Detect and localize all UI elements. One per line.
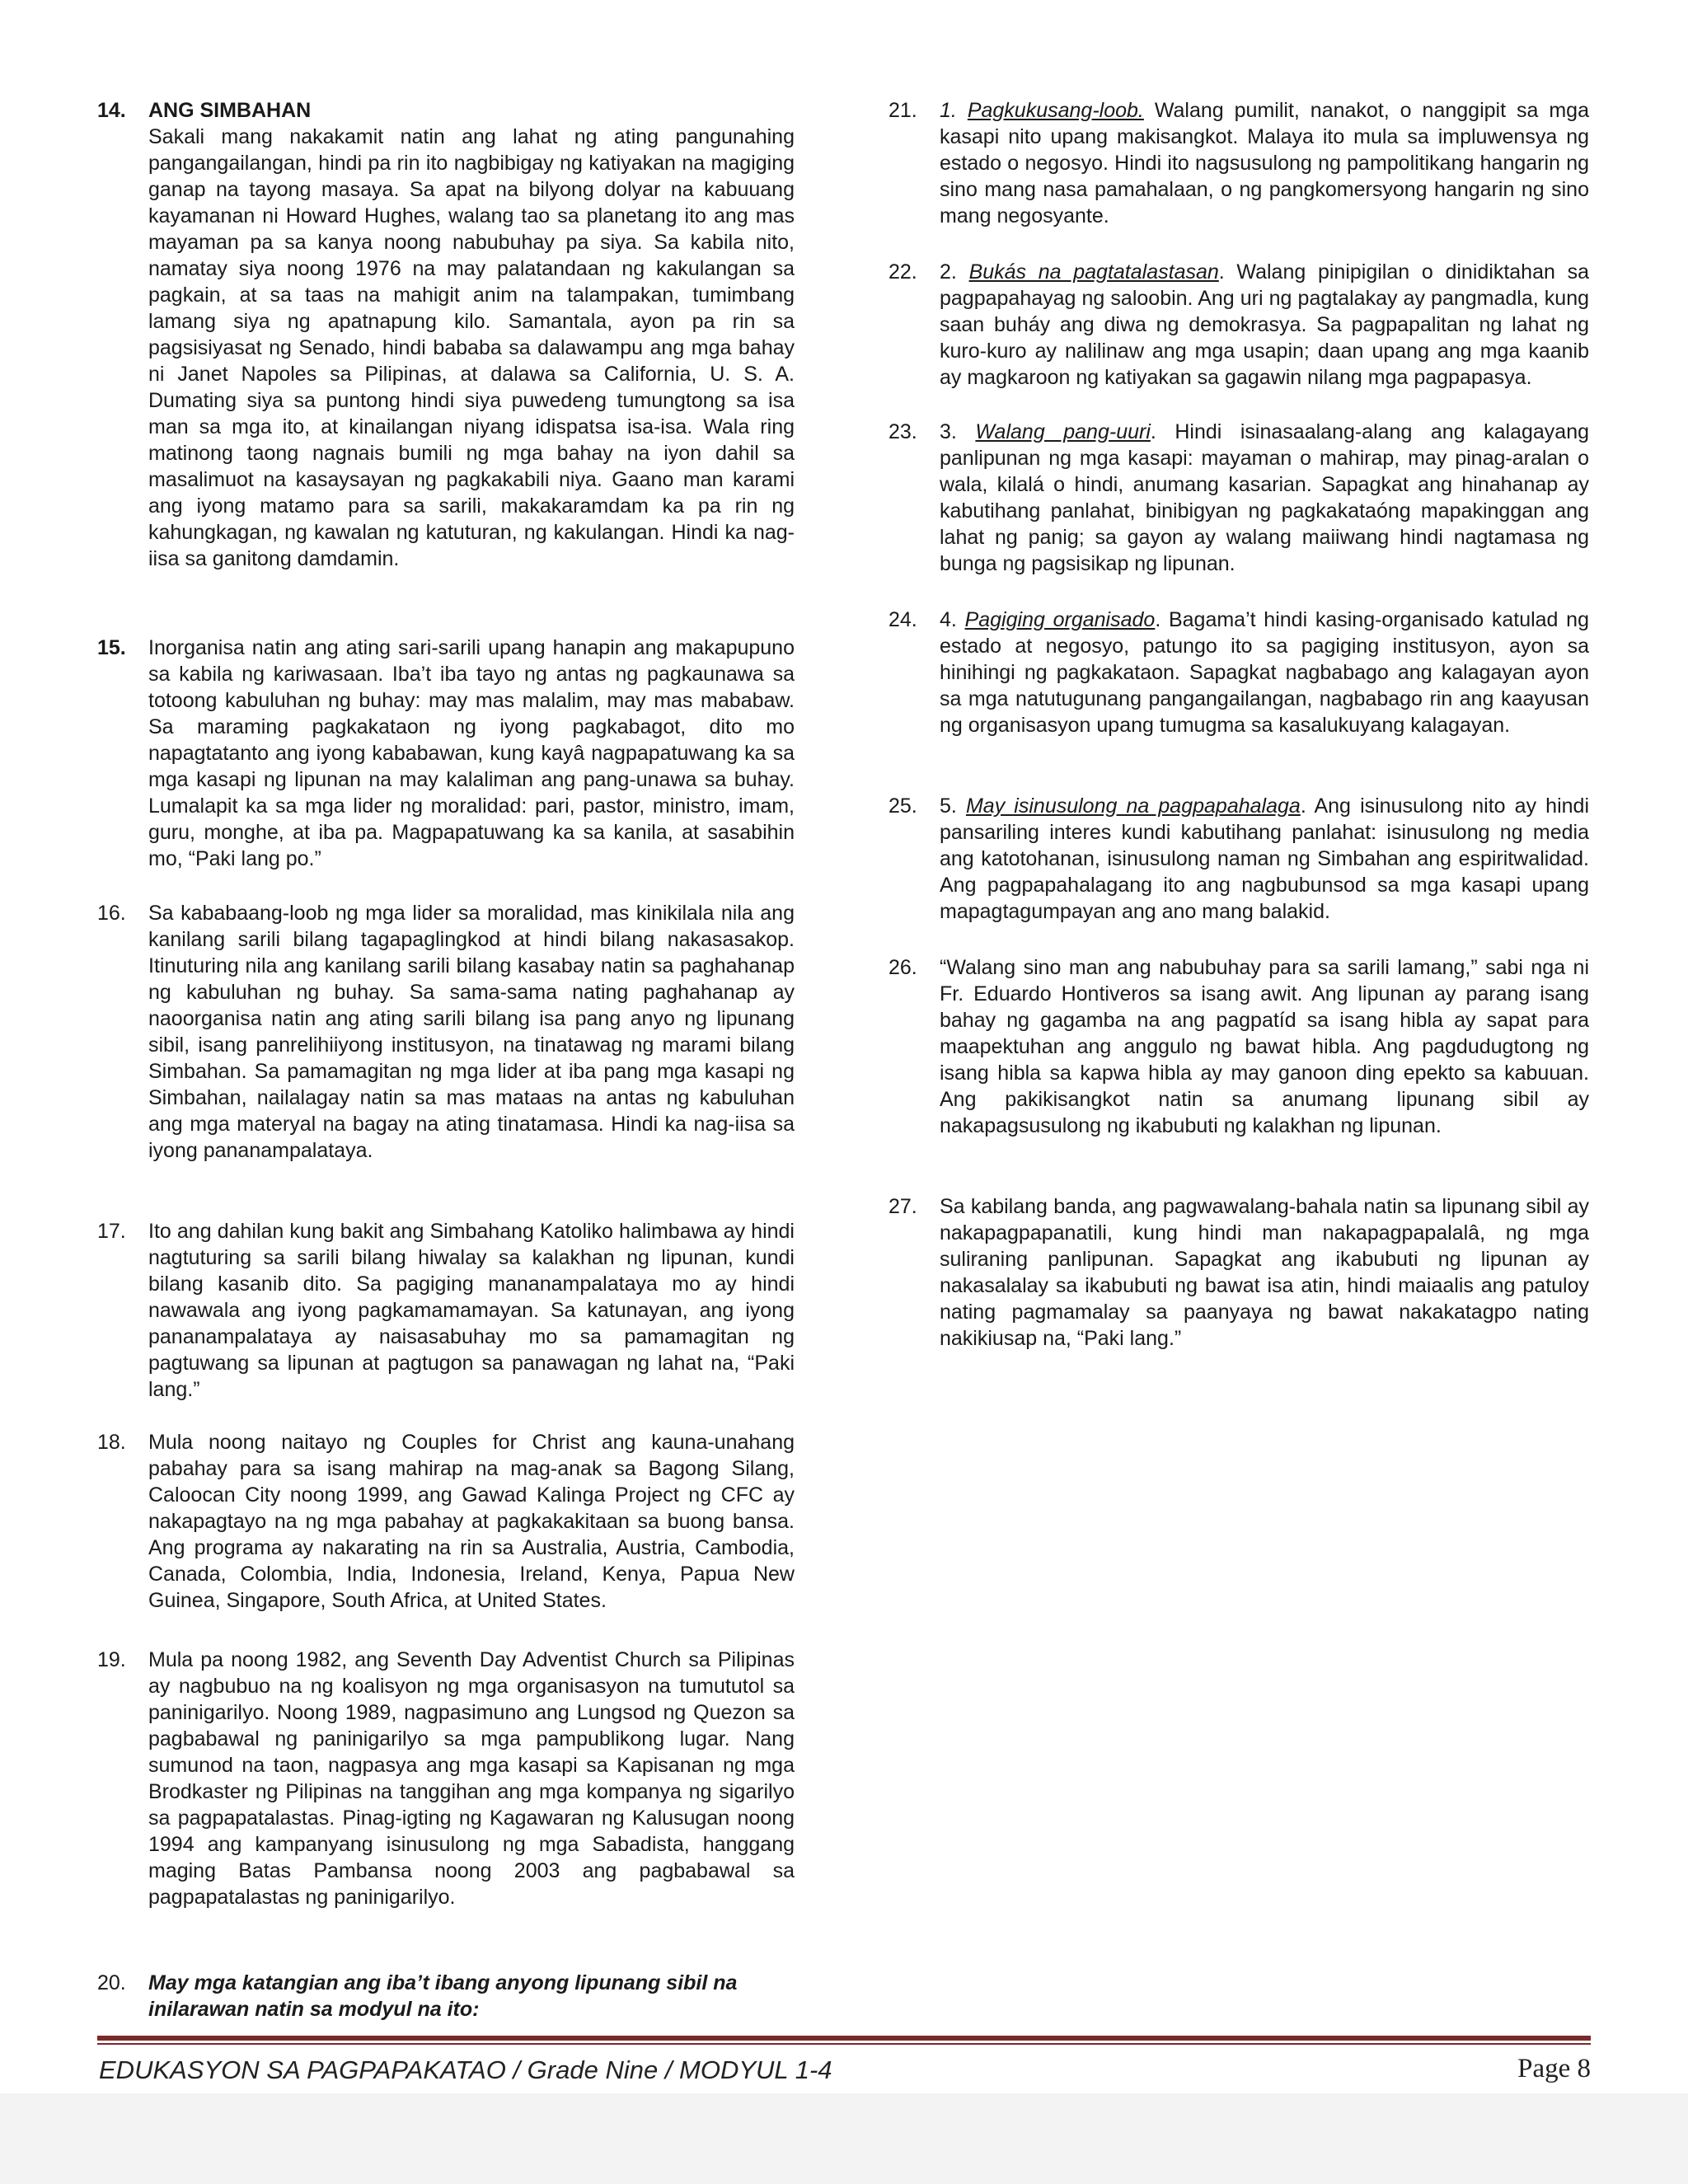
item-text: Ito ang dahilan kung bakit ang Simbahang Katoliko halimbawa ay hindi nagtuturing sa sarili bilang hiwalay sa kalakhan ng lipunan, kundi bilang kasanib dito. Sa pagiging mananampalataya mo ay hindi nawawala ang iyong pagkamamamayan. Sa katunayan, ang iyong pananampalataya ay naisasabuhay mo sa pamamagitan ng pagtuwang sa lipunan at pagtugon sa panawagan ng lahat na, “Paki lang.” — [148, 1220, 795, 1401]
item-text: May mga katangian ang iba’t ibang anyong lipunang sibil na inilarawan natin sa modyul na ito: — [148, 1971, 738, 2021]
footer-rule-thick — [97, 2036, 1591, 2041]
item-text: . Hindi isinasaalang-alang ang kalagayang panlipunan ng mga kasapi: mayaman o mahirap, may pinag-aralan o wala, kilalá o hindi, anumang kasarian. Sapagkat ang hinahanap ay kabutihang panlahat, binibigyan ng pagkakataóng mapakinggan ang lahat ng panig; sa gayon ay walang maiiwang hindi nagtamasa ng bunga ng pagsisikap ng lipunan. — [940, 420, 1590, 575]
item-number: 18. — [97, 1431, 126, 1454]
list-item-18 — [97, 1429, 795, 1614]
sub-number: 1. — [940, 99, 957, 122]
section-heading: ANG SIMBAHAN — [148, 99, 312, 122]
item-text: Mula noong naitayo ng Couples for Christ ang kauna-unahang pabahay para sa isang mahirap na mag-anak sa Bagong Silang, Caloocan City noong 1999, ang Gawad Kalinga Project ng CFC ay nakapagtayo na ng mga pabahay at pagkakakitaan sa buong bansa. Ang programa ay nakarating na rin sa Australia, Austria, Cambodia, Canada, Colombia, India, Indonesia, Ireland, Kenya, Papua New Guinea, Singapore, South Africa, at United States. — [148, 1431, 795, 1612]
item-number: 15. — [97, 636, 126, 659]
item-text: Mula pa noong 1982, ang Seventh Day Adventist Church sa Pilipinas ay nagbubuo na ng koalisyon ng mga organisasyon na tumututol sa paninigarilyo. Noong 1989, nagpasimuno ang Lungsod ng Quezon sa pagbabawal ng paninigarilyo sa mga pampublikong lugar. Nang sumunod na taon, nagpasya ang mga kasapi sa Kapisanan ng mga Brodkaster ng Pilipinas na tanggihan ang mga kompanya ng sigarilyo sa pagpapatalastas. Pinag-igting ng Kagawaran ng Kalusugan noong 1994 ang kampanyang isinusulong ng mga Sabadista, hanggang maging Batas Pambansa noong 2003 ang pagbabawal sa pagpapatalastas ng paninigarilyo. — [148, 1648, 795, 1909]
sub-number: 2. — [940, 260, 957, 284]
item-number: 26. — [889, 956, 917, 979]
list-item-17 — [97, 1218, 795, 1403]
list-item-16 — [97, 900, 795, 1164]
item-number: 14. — [97, 99, 126, 122]
list-item-23 — [889, 419, 1589, 577]
item-number: 24. — [889, 608, 917, 631]
term: Pagiging organisado — [964, 608, 1156, 631]
item-number: 17. — [97, 1220, 126, 1243]
list-item-25 — [889, 793, 1589, 925]
item-text: . Walang pinipigilan o dinidiktahan sa pagpapahayag ng saloobin. Ang uri ng pagtalakay ay pangmadla, kung saan buháy ang diwa ng demokrasya. Sa pagpapalitan ng lahat ng kuro-kuro ay nalilinaw ang mga usapin; daan upang ang mga kaanib ay magkaroon ng katiyakan sa gagawin nilang mga pagpapasya. — [940, 260, 1589, 389]
item-body — [940, 419, 1589, 577]
list-item-22 — [889, 259, 1589, 391]
item-text: Inorganisa natin ang ating sari-sarili upang hanapin ang makapupuno sa kabila ng kariwasaan. Iba’t iba tayo ng antas ng pagkaunawa sa totoong kabuluhan ng buhay: may mas malalim, may mas mababaw. Sa maraming pagkakataon ng iyong pagkabagot, dito mo napagtatanto ang iyong kababawan, kung kayâ nagpapatuwang ka sa mga kasapi ng lipunan na may kalaliman ang pang-unawa sa buhay. Lumalapit ka sa mga lider ng moralidad: pari, pastor, ministro, imam, guru, monghe, at iba pa. Magpapatuwang ka sa kanila, at sasabihin mo, “Paki lang po.” — [148, 636, 795, 870]
item-body — [148, 97, 795, 572]
item-number: 22. — [889, 260, 917, 284]
item-text: Sa kabilang banda, ang pagwawalang-bahala natin sa lipunang sibil ay nakapagpapanatili, kung hindi man nakapagpapalalâ, ng mga suliraning panlipunan. Sapagkat ang ikabubuti ng lipunan ay nakasalalay sa ikabubuti ng bawat isa atin, hindi maiaalis ang patuloy nating pagmamalay sa paanyaya ng bawat nakakatagpo nating nakikiusap na, “Paki lang.” — [940, 1195, 1589, 1350]
item-text: Walang pumilit, nanakot, o nanggipit sa mga kasapi nito upang makisangkot. Malaya ito mula sa impluwensya ng estado o negosyo. Hindi ito nagsusulong ng pampolitikang hangarin ng sino mang nasa pamahalaan, o ng pangkomersyong hangarin ng sino mang negosyante. — [940, 99, 1589, 227]
item-number: 20. — [97, 1971, 126, 1994]
term: Pagkukusang-loob. — [967, 99, 1144, 122]
item-text: . Bagama’t hindi kasing-organisado katulad ng estado at negosyo, patungo ito sa pagiging institusyon, ayon sa hinihingi ng pagkakataon. Sapagkat nagbabago ang kalagayan ayon sa mga natutugunang pangangailangan, nagbabago rin ang kaayusan ng organisasyon upang tumugma sa kasalukuyang kalagayan. — [940, 608, 1589, 737]
item-number: 19. — [97, 1648, 126, 1671]
item-number: 27. — [889, 1195, 917, 1218]
item-text: Sakali mang nakakamit natin ang lahat ng ating pangunahing pangangailangan, hindi pa rin ito nagbibigay ng katiyakan na magiging ganap na tayong masaya. Sa apat na bilyong dolyar na kabuuang kayamanan ni Howard Hughes, walang tao sa planetang ito ang mas mayaman pa sa kanya noong nabubuhay pa siya. Sa kabila nito, namatay siya noong 1976 na may palatandaan ng kakulangan sa pagkain, at sa taas na mahigit anim na talampakan, tumimbang lamang siya ng apatnapung kilo. Samantala, ayon pa rin sa pagsisiyasat ng Senado, hindi bababa sa dalawampu ang mga bahay ni Janet Napoles sa Pilipinas, at dalawa sa California, U. S. A. Dumating siya sa puntong hindi siya puwedeng tumungtong sa isa man sa mga ito, at kinailangan niyang idispatsa isa-isa. Wala ring matinong taong nagnais bumili ng mga bahay na iyon dahil sa masalimuot na kasaysayan ng pagkakabili niya. Gaano man karami ang iyong matamo para sa sarili, makakaramdam ka pa rin ng kahungkagan, ng kawalan ng katuturan, ng kakulangan. Hindi ka nag-iisa sa ganitong damdamin. — [148, 125, 795, 570]
term: May isinusulong na pagpapahalaga — [965, 794, 1301, 818]
list-item-14 — [97, 97, 795, 572]
list-item-20 — [97, 1970, 795, 2022]
sub-number: 5. — [940, 794, 957, 818]
list-item-24 — [889, 607, 1589, 738]
bottom-margin — [0, 2093, 1688, 2184]
item-body — [940, 793, 1589, 925]
item-body — [940, 97, 1589, 229]
list-item-19 — [97, 1647, 795, 1910]
footer-rule-thin — [97, 2043, 1591, 2045]
item-body — [940, 259, 1589, 391]
term: Bukás na pagtatalastasan — [968, 260, 1219, 284]
list-item-21 — [889, 97, 1589, 229]
item-number: 23. — [889, 420, 917, 443]
item-number: 16. — [97, 902, 126, 925]
list-item-15 — [97, 635, 795, 872]
item-number: 25. — [889, 794, 917, 818]
item-body — [940, 607, 1589, 738]
sub-number: 3. — [940, 420, 957, 443]
footer-page-number: Page 8 — [1517, 2054, 1591, 2083]
item-text: Sa kababaang-loob ng mga lider sa moralidad, mas kinikilala nila ang kanilang sarili bilang tagapaglingkod at hindi bilang nakasasakop. Itinuturing nila ang kanilang sarili bilang kasabay natin sa paghahanap ng kabuluhan ng buhay. Sa sama-sama nating paghahanap ay naoorganisa natin ang ating sarili bilang isa pang anyo ng lipunang sibil, isang panrelihiiyong institusyon, na tinatawag ng marami bilang Simbahan. Sa pamamagitan ng mga lider at iba pang mga kasapi ng Simbahan, nailalagay natin sa mas mataas na antas ng kabuluhan ang mga materyal na bagay na ating tinatamasa. Hindi ka nag-iisa sa iyong pananampalataya. — [148, 902, 795, 1162]
list-item-27 — [889, 1193, 1589, 1352]
item-text: . Ang isinusulong nito ay hindi pansariling interes kundi kabutihang panlahat: isinusulong ng media ang katotohanan, isinusulong naman ng Simbahan ang espiritwalidad. Ang pagpapahalagang ito ang nagbubunsod sa mga kasapi upang mapagtagumpayan ang ano mang balakid. — [940, 794, 1589, 923]
item-text: “Walang sino man ang nabubuhay para sa sarili lamang,” sabi nga ni Fr. Eduardo Hontiveros sa isang awit. Ang lipunan ay parang isang bahay ng gagamba na ang pagpatíd sa isang hibla ay sapat para maapektuhan ang anggulo ng bawat hibla. Ang pagdudugtong ng isang hibla sa kapwa hibla ay may ganoon ding epekto sa kabuuan. Ang pakikisangkot natin sa anumang lipunang sibil ay nakapagsusulong ng ikabubuti ng kalakhan ng lipunan. — [940, 956, 1589, 1137]
sub-number: 4. — [940, 608, 957, 631]
list-item-26 — [889, 954, 1589, 1139]
footer-course-title: EDUKASYON SA PAGPAPAKATAO / Grade Nine / MODYUL 1-4 — [99, 2055, 832, 2084]
term: Walang pang-uuri — [975, 420, 1151, 443]
item-number: 21. — [889, 99, 917, 122]
